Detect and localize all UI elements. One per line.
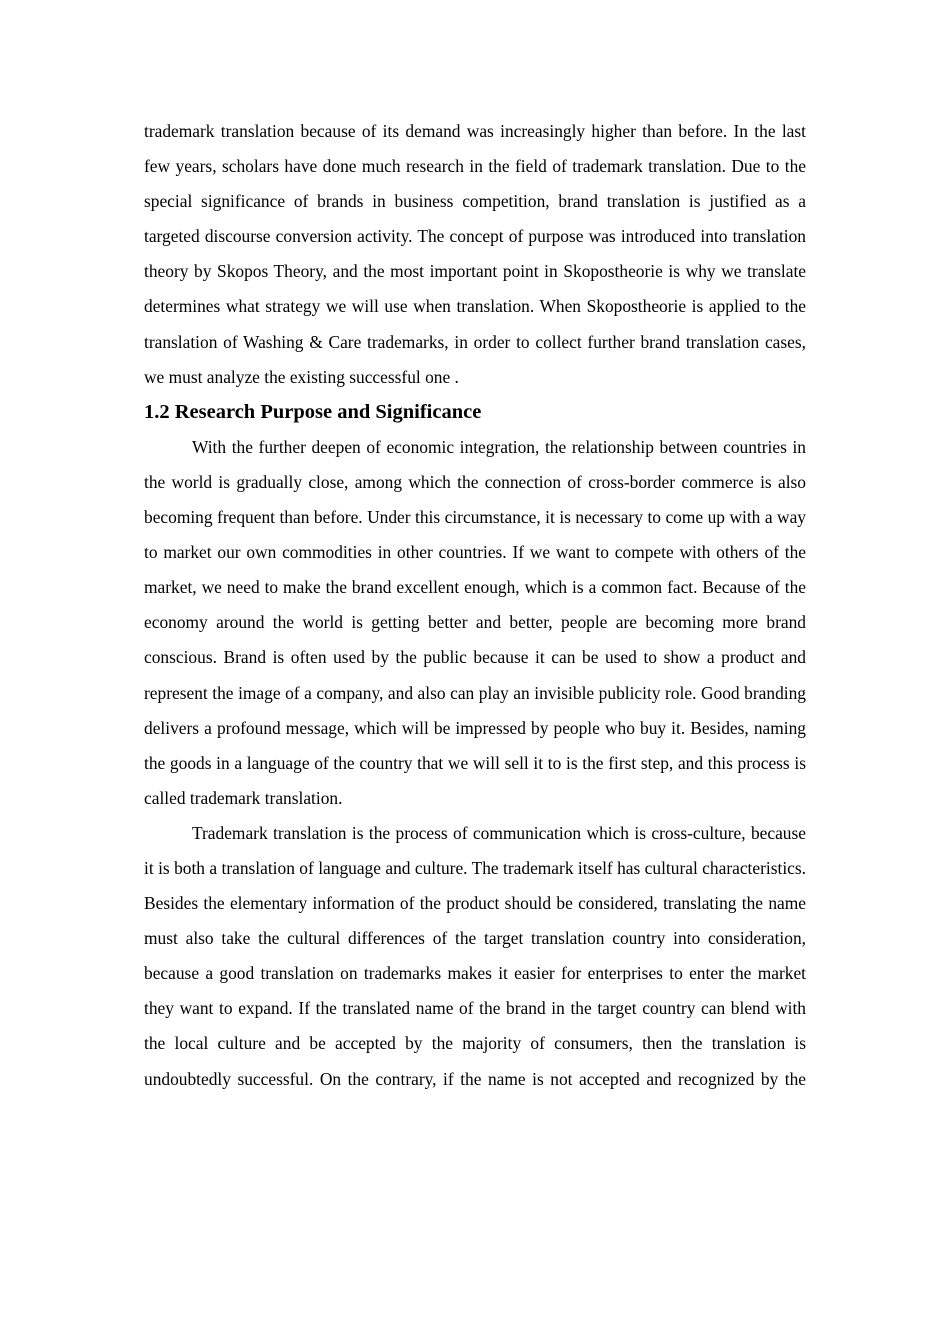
intro-paragraph: trademark translation because of its demand was increasingly higher than before. In the last few years, scholars have done much research in the field of trademark translation. Due to the special significance of brands in business competition, brand translation is justified as a targeted discourse conversion activity. The concept of purpose was introduced into translation theory by Skopos Theory, and the most important point in Skopostheorie is why we translate determines what strategy we will use when translation. When Skopostheorie is applied to the translation of Washing & Care trademarks, in order to collect further brand translation cases, we must analyze the existing successful one . [144, 121, 806, 387]
document-page [144, 114, 806, 1097]
body-paragraph-2: Trademark translation is the process of communication which is cross-culture, because it is both a translation of language and culture. The trademark itself has cultural characteristics. Besides the elementary information of the product should be considered, translating the name must also take the cultural differences of the target translation country into consideration, because a good translation on trademarks makes it easier for enterprises to enter the market they want to expand. If the translated name of the brand in the target country can blend with the local culture and be accepted by the majority of consumers, then the translation is undoubtedly successful. On the contrary, if the name is not accepted and recognized by the [144, 822, 806, 1089]
body-paragraph-1: With the further deepen of economic integration, the relationship between countries in the world is gradually close, among which the connection of cross-border commerce is also becoming frequent than before. Under this circumstance, it is necessary to come up with a way to market our own commodities in other countries. If we want to compete with others of the market, we need to make the brand excellent enough, which is a common fact. Because of the economy around the world is getting better and better, people are becoming more brand conscious. Brand is often used by the public because it can be used to show a product and represent the image of a company, and also can play an invisible publicity role. Good branding delivers a profound message, which will be impressed by people who buy it. Besides, naming the goods in a language of the country that we will sell it to is the first step, and this process is called trademark translation. [144, 436, 806, 808]
section-heading: 1.2 Research Purpose and Significance [144, 400, 482, 423]
